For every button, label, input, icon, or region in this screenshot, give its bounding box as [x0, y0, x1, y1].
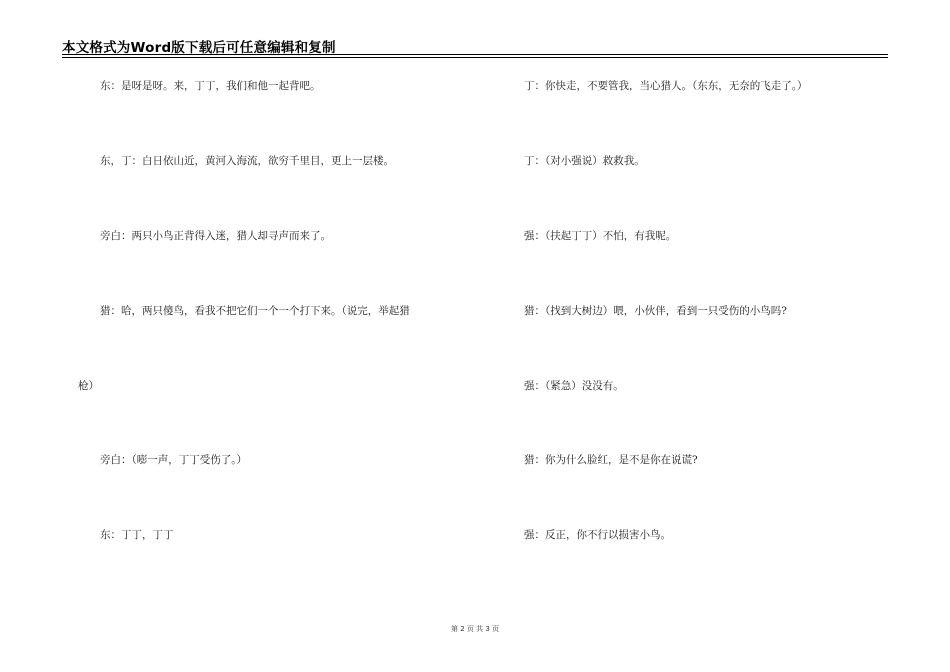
- dialogue-line: 旁白：两只小鸟正背得入迷，猎人却寻声而来了。: [100, 230, 331, 242]
- dialogue-line: 东，丁：白日依山近，黄河入海流，欲穷千里目，更上一层楼。: [100, 155, 394, 167]
- dialogue-line: 东：是呀是呀。来，丁丁，我们和他一起背吧。: [100, 80, 321, 92]
- page-header-title: 本文格式为Word版下载后可任意编辑和复制: [62, 40, 336, 56]
- dialogue-line: 东：丁丁，丁丁: [100, 529, 174, 541]
- dialogue-line: 猎：（找到大树边）喂，小伙伴，看到一只受伤的小鸟吗?: [524, 305, 787, 317]
- dialogue-line: 丁：（对小强说）救救我。: [524, 155, 645, 167]
- header-rule-bottom: [62, 57, 888, 58]
- dialogue-line: 猎：你为什么脸红，是不是你在说谎?: [524, 454, 698, 466]
- dialogue-line: 旁白：（嘭一声，丁丁受伤了。）: [100, 454, 247, 466]
- dialogue-line: 猎：哈，两只傻鸟，看我不把它们一个一个打下来。（说完，举起猎: [100, 305, 410, 317]
- dialogue-line-continuation: 枪）: [78, 380, 99, 392]
- page-number-footer: 第 2 页 共 3 页: [450, 625, 500, 633]
- dialogue-line: 丁：你快走，不要管我，当心猎人。（东东，无奈的飞走了。）: [524, 80, 808, 92]
- header-rule-top: [62, 54, 888, 55]
- dialogue-line: 强：（紧急）没没有。: [524, 380, 624, 392]
- dialogue-line: 强：（扶起丁丁）不怕，有我呢。: [524, 230, 677, 242]
- dialogue-line: 强：反正，你不行以损害小鸟。: [524, 529, 671, 541]
